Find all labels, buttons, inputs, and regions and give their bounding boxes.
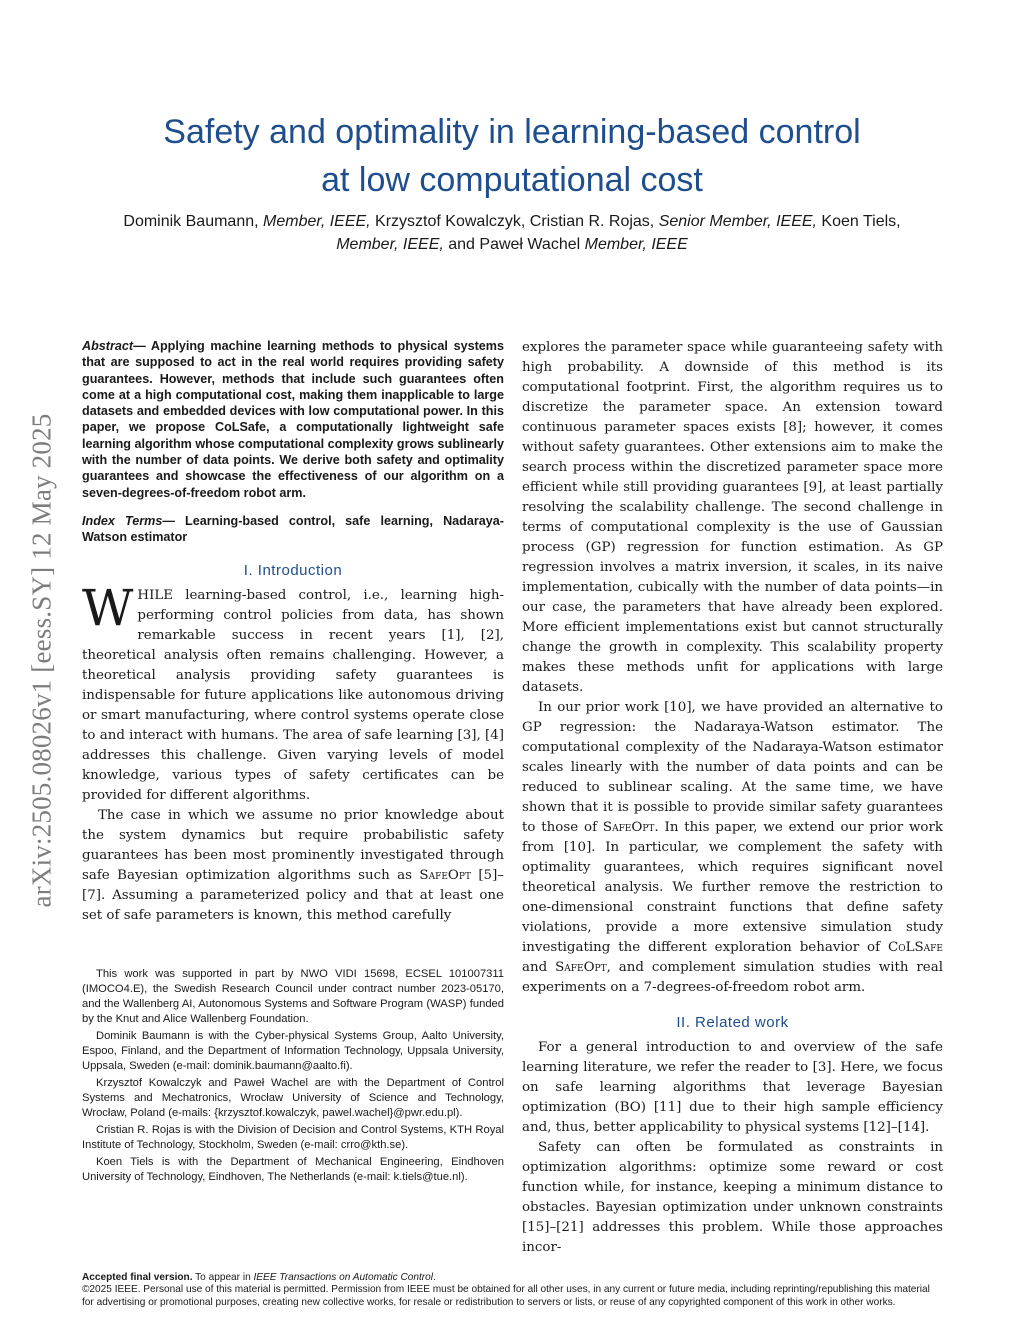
related-paragraph-1: For a general introduction to and overview of the safe learning literature, we refer the reader to [3]. Here, we focus on safe learning algorithms that leverage Bayesian optimization (BO) [11] due to their high sample efficiency and, thus, better applicability to physical systems [12]–[14]. <box>522 1040 943 1135</box>
publication-notice <box>82 1272 944 1309</box>
right-paragraph-2-text-c: and <box>522 960 556 975</box>
author-line-2 <box>60 233 964 256</box>
right-column <box>522 338 943 1258</box>
abstract-label: Abstract <box>82 339 134 353</box>
accepted-text-a: To appear in <box>192 1272 254 1283</box>
paper-title-line-1: Safety and optimality in learning-based control <box>163 113 861 151</box>
abstract-text: — Applying machine learning methods to physical systems that are supposed to act in the real world requires providing safety guarantees. However, methods that include such guarantees often come at a high computational cost, making them inapplicable to large datasets and embedded devices with low computational power. In this paper, we propose CoLSafe, a computationally lightweight safe learning algorithm whose computational complexity grows sublinearly with the number of data points. We derive both safety and optimality guarantees and showcase the effectiveness of our algorithm on a seven-degrees-of-freedom robot arm. <box>82 339 504 500</box>
author-kowalczyk-rojas: Krzysztof Kowalczyk, Cristian R. Rojas, <box>370 213 659 230</box>
right-paragraph-2-text-b: . In this paper, we extend our prior work from [10]. In particular, we complement the safety with optimality guarantees, which requires significant novel theoretical analysis. We further remove the restriction to one-dimensional constraint functions that define safety violations, provide a more extensive simulation study investigating the different exploration behavior of <box>522 820 943 955</box>
accepted-notice <box>82 1272 944 1284</box>
paper-title-line-2: at low computational cost <box>321 161 703 199</box>
abstract <box>82 338 504 501</box>
intro-paragraph-2-text-a: The case in which we assume no prior knowledge about the system dynamics but require probabilistic safety guarantees has been most prominently investigated through safe Bayesian optimization algorithms such as <box>82 807 504 883</box>
author-baumann: Dominik Baumann, <box>123 213 264 230</box>
intro-paragraph-2-text-b: [5]–[7]. Assuming a parameterized policy and that at least one set of safe parameters is known, this method carefully <box>82 867 505 923</box>
paper-title <box>100 108 924 204</box>
arxiv-identifier-stamp <box>4 350 80 970</box>
footnotes <box>82 967 504 1187</box>
accepted-text-b: . <box>433 1272 436 1283</box>
related-paragraph-2: Safety can often be formulated as constraints in optimization algorithms: optimize some reward or cost function while, for instance, keeping a minimum distance to obstacles. Bayesian optimization under unknown constraints [15]–[21] addresses this problem. While those approaches incor- <box>522 1140 943 1255</box>
index-terms-text: — Learning-based control, safe learning, Nadaraya-Watson estimator <box>82 513 504 545</box>
author-wachel-role: Member, IEEE <box>584 236 688 253</box>
author-tiels: Koen Tiels, <box>816 213 901 230</box>
colsafe-name: CoLSafe <box>887 940 943 955</box>
journal-name: IEEE Transactions on Automatic Control <box>253 1272 434 1283</box>
accepted-label: Accepted final version. <box>82 1272 193 1283</box>
right-paragraph-2-text-d: , and complement simulation studies with real experiments on a 7-degrees-of-freedom robot arm. <box>522 960 944 995</box>
author-line-1 <box>60 210 964 233</box>
left-column <box>82 338 504 926</box>
copyright-notice: ©2025 IEEE. Personal use of this material is permitted. Permission from IEEE must be obtained for all other uses, in any current or future media, including reprinting/republishing this material for advertising or promotional purposes, creating new collective works, for resale or redistribution to servers or lists, or reuse of any copyrighted component of this work in other works. <box>82 1284 930 1308</box>
footnote-rojas: Cristian R. Rojas is with the Division of Decision and Control Systems, KTH Royal Institute of Technology, Stockholm, Sweden (e-mail: crro@kth.se). <box>82 1124 504 1151</box>
safeopt-name: SafeOpt <box>555 960 607 975</box>
drop-cap: W <box>82 578 134 637</box>
footnote-kowalczyk-wachel: Krzysztof Kowalczyk and Paweł Wachel are with the Department of Control Systems and Mechatronics, Wrocław University of Science and Technology, Wrocław, Poland (e-mails: {krzysztof.kowalczyk, pawel.wachel}@pwr.edu.pl). <box>82 1077 504 1119</box>
author-baumann-role: Member, IEEE, <box>263 213 371 230</box>
footnote-tiels: Koen Tiels is with the Department of Mechanical Engineering, Eindhoven University of Technology, Eindhoven, The Netherlands (e-mail: k.tiels@tue.nl). <box>82 1156 504 1183</box>
index-terms-label: Index Terms <box>82 513 163 528</box>
safeopt-name: SafeOpt <box>419 867 471 883</box>
safeopt-name: SafeOpt <box>602 820 655 835</box>
section-heading-introduction: I. Introduction <box>243 561 343 579</box>
footnote-baumann: Dominik Baumann is with the Cyber-physical Systems Group, Aalto University, Espoo, Finland, and the Department of Information Technology, Uppsala University, Uppsala, Sweden (e-mail: dominik.baumann@aalto.fi). <box>82 1030 504 1072</box>
index-terms <box>82 513 504 546</box>
intro-paragraph-1 <box>82 578 504 806</box>
author-tiels-role: Member, IEEE, <box>336 236 444 253</box>
arxiv-identifier-text: arXiv:2505.08026v1 [eess.SY] 12 May 2025 <box>26 413 57 907</box>
intro-paragraph-2 <box>82 806 504 926</box>
right-paragraph-2 <box>522 698 943 998</box>
right-paragraph-2-text-a: In our prior work [10], we have provided an alternative to GP regression: the Nadaraya-Watson estimator. The computational complexity of the Nadaraya-Watson estimator scales linearly with the number of data points and can be reduced to sublinear scaling. At the same time, we have shown that it is possible to provide similar safety guarantees to those of <box>522 700 943 835</box>
footnote-funding: This work was supported in part by NWO VIDI 15698, ECSEL 101007311 (IMOCO4.E), the Swedish Research Council under contract number 2023-05170, and the Wallenberg AI, Autonomous Systems and Software Program (WASP) funded by the Knut and Alice Wallenberg Foundation. <box>82 968 504 1025</box>
intro-paragraph-1-text: HILE learning-based control, i.e., learning high-performing control policies from data, has shown remarkable success in recent years [1], [2], theoretical analysis often remains challenging. However, a theoretical analysis providing safety guarantees is indispensable for future applications like autonomous driving or smart manufacturing, where control systems operate close to and interact with humans. The area of safe learning [3], [4] addresses this challenge. Given varying levels of model knowledge, various types of safety certificates can be provided for different algorithms. <box>82 587 504 803</box>
section-heading-related-work: II. Related work <box>676 1014 789 1031</box>
author-list <box>60 210 964 256</box>
author-wachel: and Paweł Wachel <box>443 236 585 253</box>
right-paragraph-1: explores the parameter space while guaranteeing safety with high probability. A downside of this method is its computational footprint. First, the algorithm requires us to discretize the parameter space. An extension toward continuous parameter spaces exists [8]; however, it comes without safety guarantees. Other extensions aim to make the search process within the discretized parameter space more efficient while still providing guarantees [9], at least partially resolving the scalability challenge. The second challenge in terms of computational complexity is the use of Gaussian process (GP) regression for function estimation. As GP regression involves a matrix inversion, it scales, in its naive implementation, cubically with the number of data points—in our case, the parameters that have already been explored. More efficient implementations exist but cannot structurally change the growth in complexity. This scalability property makes these methods unfit for applications with large datasets. <box>522 340 943 695</box>
author-rojas-role: Senior Member, IEEE, <box>658 213 817 230</box>
